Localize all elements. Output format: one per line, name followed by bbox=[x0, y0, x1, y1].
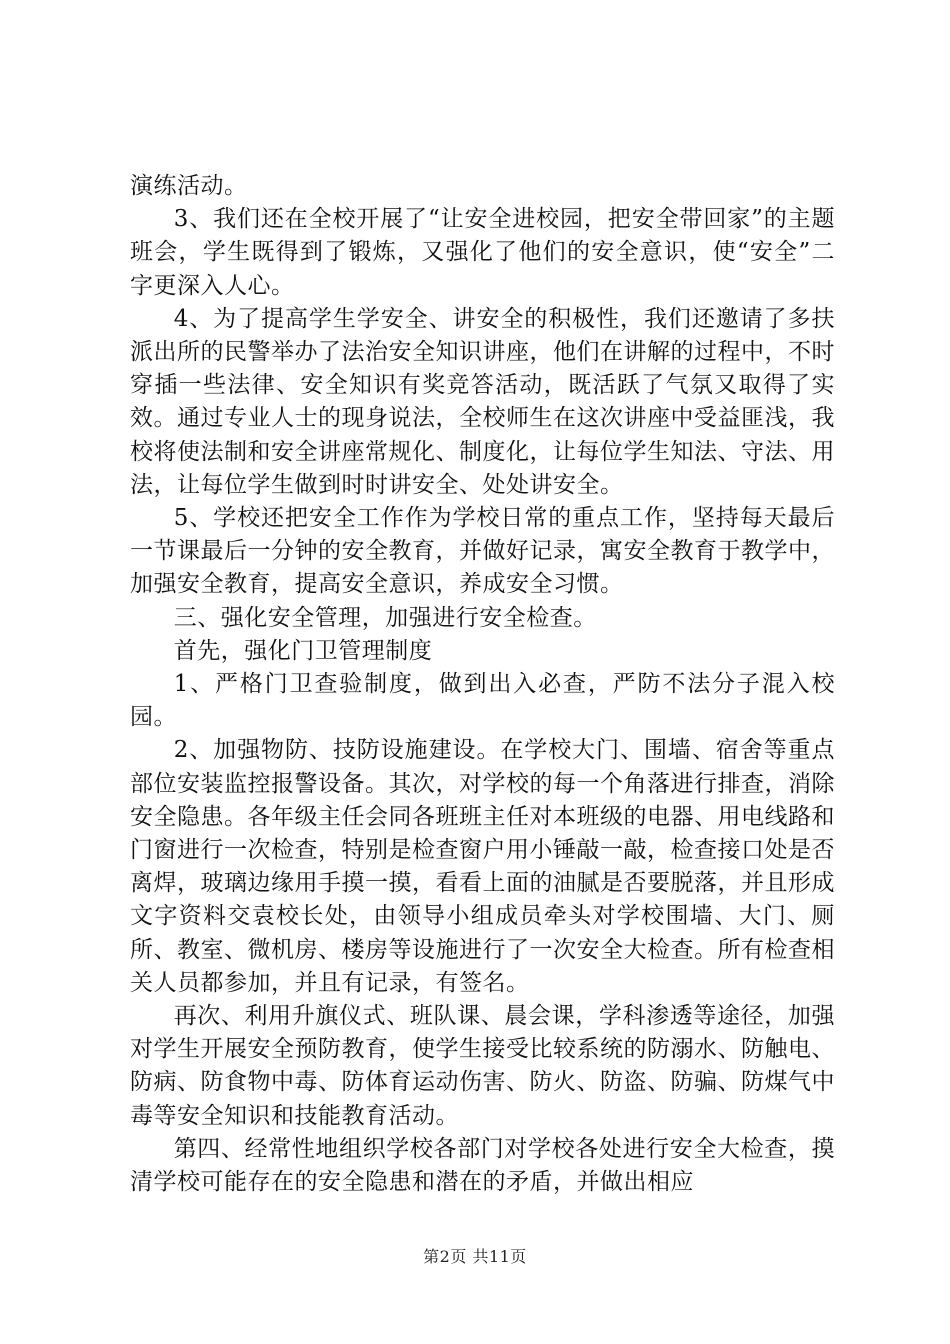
paragraph-1: 演练活动。 bbox=[130, 173, 248, 199]
paragraph-7: 1、严格门卫查验制度，做到出入必查，严防不法分子混入校园。 bbox=[130, 671, 835, 731]
paragraph-10: 第四、经常性地组织学校各部门对学校各处进行安全大检查，摸清学校可能存在的安全隐患和潜在的矛盾，并做出相应 bbox=[130, 1135, 835, 1196]
paragraph-2: 3、我们还在全校开展了“让安全进校园，把安全带回家”的主题班会，学生既得到了锻炼，又强化了他们的安全意识，使“安全”二字更深入人心。 bbox=[130, 206, 835, 299]
page-number-footer: 第2页 共11页 bbox=[423, 1247, 527, 1266]
paragraph-8: 2、加强物防、技防设施建设。在学校大门、围墙、宿舍等重点部位安装监控报警设备。其次，对学校的每一个角落进行排查，消除安全隐患。各年级主任会同各班班主任对本班级的电器、用电线路和门窗进行一次检查，特别是检查窗户用小锤敲一敲，检查接口处是否离焊，玻璃边缘用手摸一摸，看看上面的油腻是否要脱落，并且形成文字资料交袁校长处，由领导小组成员牵头对学校围墙、大门、厕所、教室、微机房、楼房等设施进行了一次安全大检查。所有检查相关人员都参加，并且有记录，有签名。 bbox=[130, 737, 835, 996]
paragraph-4: 5、学校还把安全工作作为学校日常的重点工作，坚持每天最后一节课最后一分钟的安全教育，并做好记录，寓安全教育于教学中，加强安全教育，提高安全意识，养成安全习惯。 bbox=[130, 505, 835, 598]
paragraph-3: 4、为了提高学生学安全、讲安全的积极性，我们还邀请了多扶派出所的民警举办了法治安全知识讲座，他们在讲解的过程中，不时穿插一些法律、安全知识有奖竞答活动，既活跃了气氛又取得了实效。通过专业人士的现身说法，全校师生在这次讲座中受益匪浅，我校将使法制和安全讲座常规化、制度化，让每位学生知法、守法、用法，让每位学生做到时时讲安全、处处讲安全。 bbox=[130, 305, 835, 498]
body-text bbox=[130, 170, 835, 1199]
paragraph-9: 再次、利用升旗仪式、班队课、晨会课，学科渗透等途径，加强对学生开展安全预防教育，使学生接受比较系统的防溺水、防触电、防病、防食物中毒、防体育运动伤害、防火、防盗、防骗、防煤气中毒等安全知识和技能教育活动。 bbox=[130, 1003, 835, 1129]
paragraph-6: 首先，强化门卫管理制度 bbox=[173, 637, 433, 664]
section-heading-3: 三、强化安全管理，加强进行安全检查。 bbox=[173, 604, 597, 631]
